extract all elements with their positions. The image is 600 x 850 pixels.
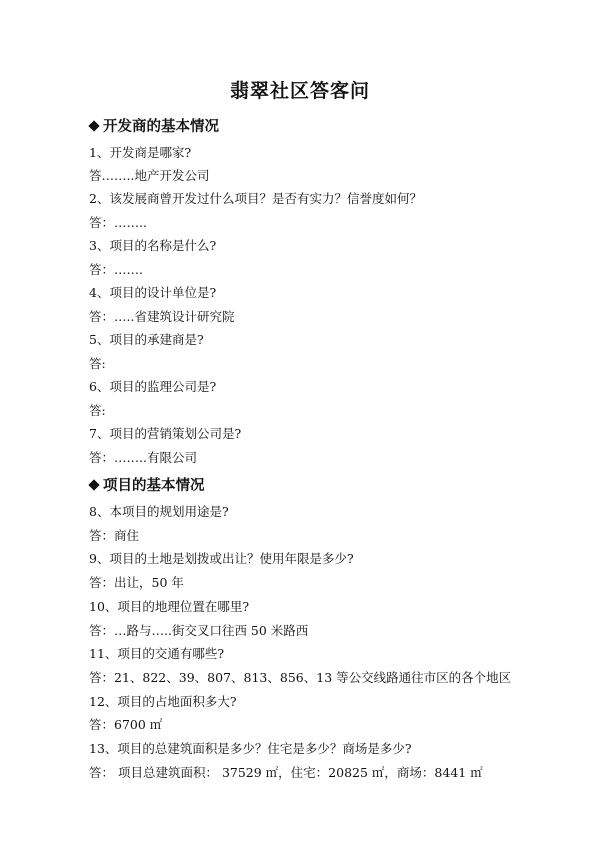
question-line: 11、项目的交通有哪些?: [89, 646, 225, 661]
question-line: 2、该发展商曾开发过什么项目？是否有实力？信誉度如何？: [89, 191, 422, 206]
question-line: 12、项目的占地面积多大?: [89, 694, 237, 709]
black-diamond-icon: [88, 479, 99, 490]
question-line: 9、项目的土地是划拨或出让？使用年限是多少?: [89, 551, 354, 566]
page-title: 翡翠社区答客问: [229, 80, 370, 102]
answer-line: 答：……..有限公司: [89, 450, 197, 465]
question-line: 13、项目的总建筑面积是多少？住宅是多少？商场是多少?: [89, 741, 412, 756]
answer-line: 答：21、822、39、807、813、856、13 等公交线路通往市区的各个地区: [89, 670, 512, 685]
answer-line: 答： 项目总建筑面积： 37529 ㎡，住宅：20825 ㎡，商场：8441 ㎡: [89, 765, 483, 780]
section-heading-project: [89, 474, 205, 495]
question-line: 1、开发商是哪家?: [89, 145, 192, 160]
section-heading-developer: [89, 115, 219, 136]
question-line: 8、本项目的规划用途是?: [89, 504, 229, 519]
section-heading-label: 开发商的基本情况: [103, 119, 219, 135]
question-line: 7、项目的营销策划公司是?: [89, 426, 242, 441]
answer-line: 答：…….: [89, 262, 143, 277]
question-line: 10、项目的地理位置在哪里?: [89, 599, 250, 614]
black-diamond-icon: [88, 120, 99, 131]
question-line: 3、项目的名称是什么?: [89, 238, 217, 253]
question-line: 4、项目的设计单位是?: [89, 285, 217, 300]
answer-line: 答：6700 ㎡: [89, 717, 163, 732]
answer-line: 答：出让，50 年: [89, 575, 184, 590]
answer-line: 答：商住: [89, 528, 140, 543]
answer-line: 答：…路与…..街交叉口往西 50 米路西: [89, 623, 309, 638]
answer-line: 答……..地产开发公司: [89, 168, 210, 183]
answer-line: 答：…..省建筑设计研究院: [89, 309, 235, 324]
section-heading-label: 项目的基本情况: [103, 478, 205, 494]
question-line: 6、项目的监理公司是?: [89, 379, 217, 394]
answer-line: 答:: [89, 356, 106, 371]
question-line: 5、项目的承建商是?: [89, 332, 204, 347]
answer-line: 答：……..: [89, 215, 147, 230]
answer-line: 答:: [89, 403, 106, 418]
